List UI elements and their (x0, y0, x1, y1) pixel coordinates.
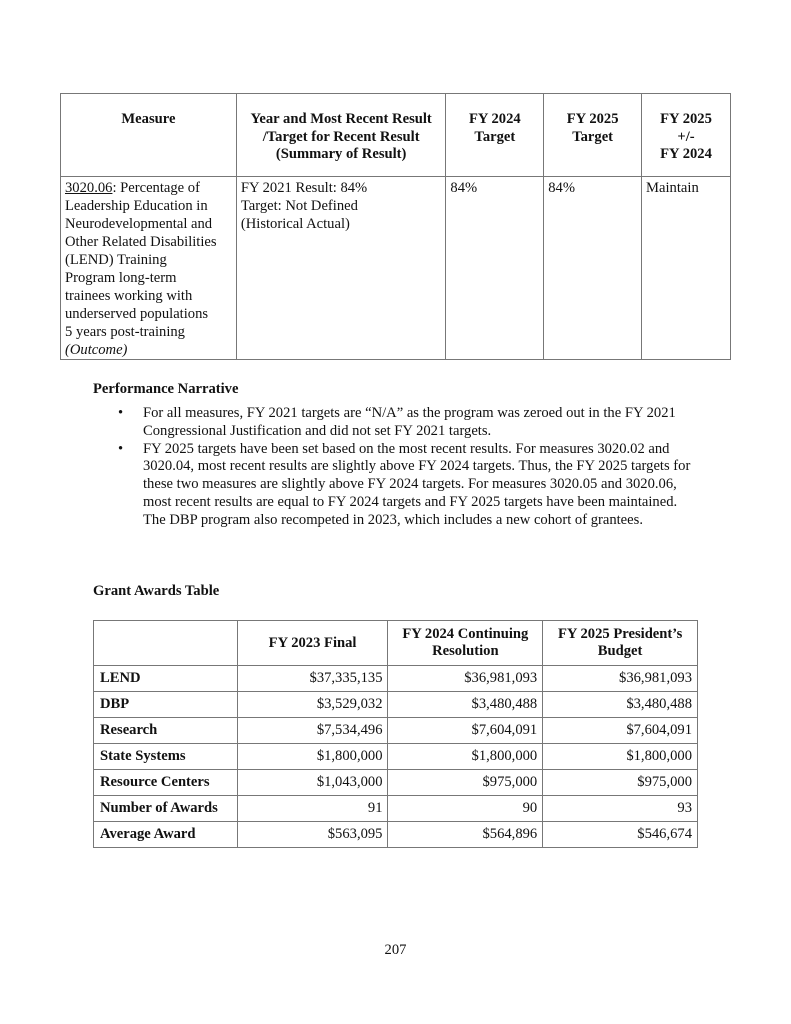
measure-text: 5 years post-training (65, 324, 185, 340)
value-cell: $975,000 (543, 770, 698, 796)
value-cell: $36,981,093 (543, 666, 698, 692)
fy2024-target-cell (446, 177, 544, 360)
measure-text: (LEND) Training (65, 252, 167, 268)
measure-text: trainees working with (65, 288, 193, 304)
header-text: FY 2024 (468, 111, 521, 127)
value-cell: $1,800,000 (237, 744, 388, 770)
performance-narrative-list (93, 405, 693, 530)
value-cell: $975,000 (388, 770, 543, 796)
value-cell: $37,335,135 (237, 666, 388, 692)
performance-measure-table (60, 93, 731, 360)
measure-type: (Outcome) (65, 342, 128, 358)
value-cell: $564,896 (388, 822, 543, 848)
row-label: LEND (94, 666, 238, 692)
measure-text: underserved populations (65, 306, 209, 322)
recent-result-text: (Historical Actual) (240, 216, 350, 232)
header-text: Budget (597, 643, 643, 659)
table-row (94, 796, 698, 822)
measure-text: Neurodevelopmental and (65, 216, 213, 232)
recent-result-text: Target: Not Defined (240, 198, 358, 214)
value-cell: 90 (388, 796, 543, 822)
bullet-icon: • (118, 440, 124, 457)
header-text: FY 2025 (566, 111, 619, 127)
fy2024-target-value: 84% (450, 180, 478, 196)
header-text: Target (474, 128, 516, 145)
header-fy2025-target (544, 94, 642, 177)
row-label: State Systems (94, 744, 238, 770)
table-row (94, 692, 698, 718)
fy2025-target-cell (544, 177, 642, 360)
header-text: +/- (677, 128, 695, 145)
value-cell: 93 (543, 796, 698, 822)
value-cell: $3,480,488 (388, 692, 543, 718)
measure-text: Leadership Education in (65, 198, 208, 214)
table-row (94, 744, 698, 770)
header-text: FY 2024 Continuing (402, 626, 529, 642)
table-header-row (94, 621, 698, 666)
value-cell: $563,095 (237, 822, 388, 848)
header-text: FY 2025 President’s (557, 626, 683, 642)
header-fy2024-target (446, 94, 544, 177)
header-text: Target (572, 128, 614, 145)
measure-text: : Percentage of (112, 180, 200, 196)
row-label: Resource Centers (94, 770, 238, 796)
value-cell: $36,981,093 (388, 666, 543, 692)
fy-diff-value: Maintain (646, 180, 699, 196)
list-item (93, 405, 693, 441)
performance-narrative-heading: Performance Narrative (93, 381, 239, 397)
table-row (61, 177, 731, 360)
value-cell: $546,674 (543, 822, 698, 848)
header-text: Measure (121, 111, 176, 127)
table-row (94, 718, 698, 744)
bullet-icon: • (118, 405, 124, 421)
header-text: FY 2023 Final (268, 634, 357, 651)
header-fy-diff (642, 94, 731, 177)
value-cell: $1,800,000 (388, 744, 543, 770)
header-fy2023-final (237, 621, 388, 666)
value-cell: $3,529,032 (237, 692, 388, 718)
row-label: DBP (94, 692, 238, 718)
measure-id: 3020.06 (65, 180, 113, 196)
value-cell: $7,604,091 (388, 718, 543, 744)
header-text: Resolution (432, 643, 499, 659)
table-header-row (61, 94, 731, 177)
table-row (94, 822, 698, 848)
fy2025-target-value: 84% (548, 180, 575, 196)
row-label: Number of Awards (94, 796, 238, 822)
value-cell: $1,800,000 (543, 744, 698, 770)
header-text: Year and Most Recent Result (250, 111, 432, 127)
value-cell: $7,534,496 (237, 718, 388, 744)
bullet-text: For all measures, FY 2021 targets are “N/A” as the program was zeroed out in the FY 2021 Congressional Justification and did not set FY 2021 targets. (143, 405, 676, 439)
value-cell: $7,604,091 (543, 718, 698, 744)
recent-result-text: FY 2021 Result: 84% (240, 180, 368, 196)
header-text: /Target for Recent Result (262, 128, 420, 145)
fy-diff-cell (642, 177, 731, 360)
measure-text: Other Related Disabilities (65, 234, 217, 250)
recent-result-cell (236, 177, 446, 360)
header-fy2024-cr (388, 621, 543, 666)
header-blank (94, 621, 238, 666)
row-label: Average Award (94, 822, 238, 848)
header-fy2025-pb (543, 621, 698, 666)
header-text: FY 2024 (660, 146, 712, 162)
bullet-text: FY 2025 targets have been set based on the most recent results. For measures 3020.02 and 3020.04, most recent results are slightly above FY 2024 targets. Thus, the FY 2025 targets for these two measures are slightly above FY 2024 targets. For measures 3020.05 and 3020.06, most recent results are equal to FY 2024 targets and FY 2025 targets have been maintained. The DBP program also recompeted in 2023, which includes a new cohort of grantees. (143, 440, 691, 528)
row-label: Research (94, 718, 238, 744)
value-cell: 91 (237, 796, 388, 822)
grant-awards-heading: Grant Awards Table (93, 583, 220, 599)
value-cell: $3,480,488 (543, 692, 698, 718)
value-cell: $1,043,000 (237, 770, 388, 796)
measure-text: Program long-term (65, 270, 177, 286)
header-recent-result (236, 94, 446, 177)
grant-awards-table (93, 620, 698, 848)
measure-cell (61, 177, 237, 360)
table-row (94, 666, 698, 692)
header-text: FY 2025 (660, 111, 712, 127)
header-text: (Summary of Result) (275, 146, 407, 162)
header-measure (61, 94, 237, 177)
page-number: 207 (384, 942, 407, 958)
list-item (93, 441, 693, 530)
table-row (94, 770, 698, 796)
